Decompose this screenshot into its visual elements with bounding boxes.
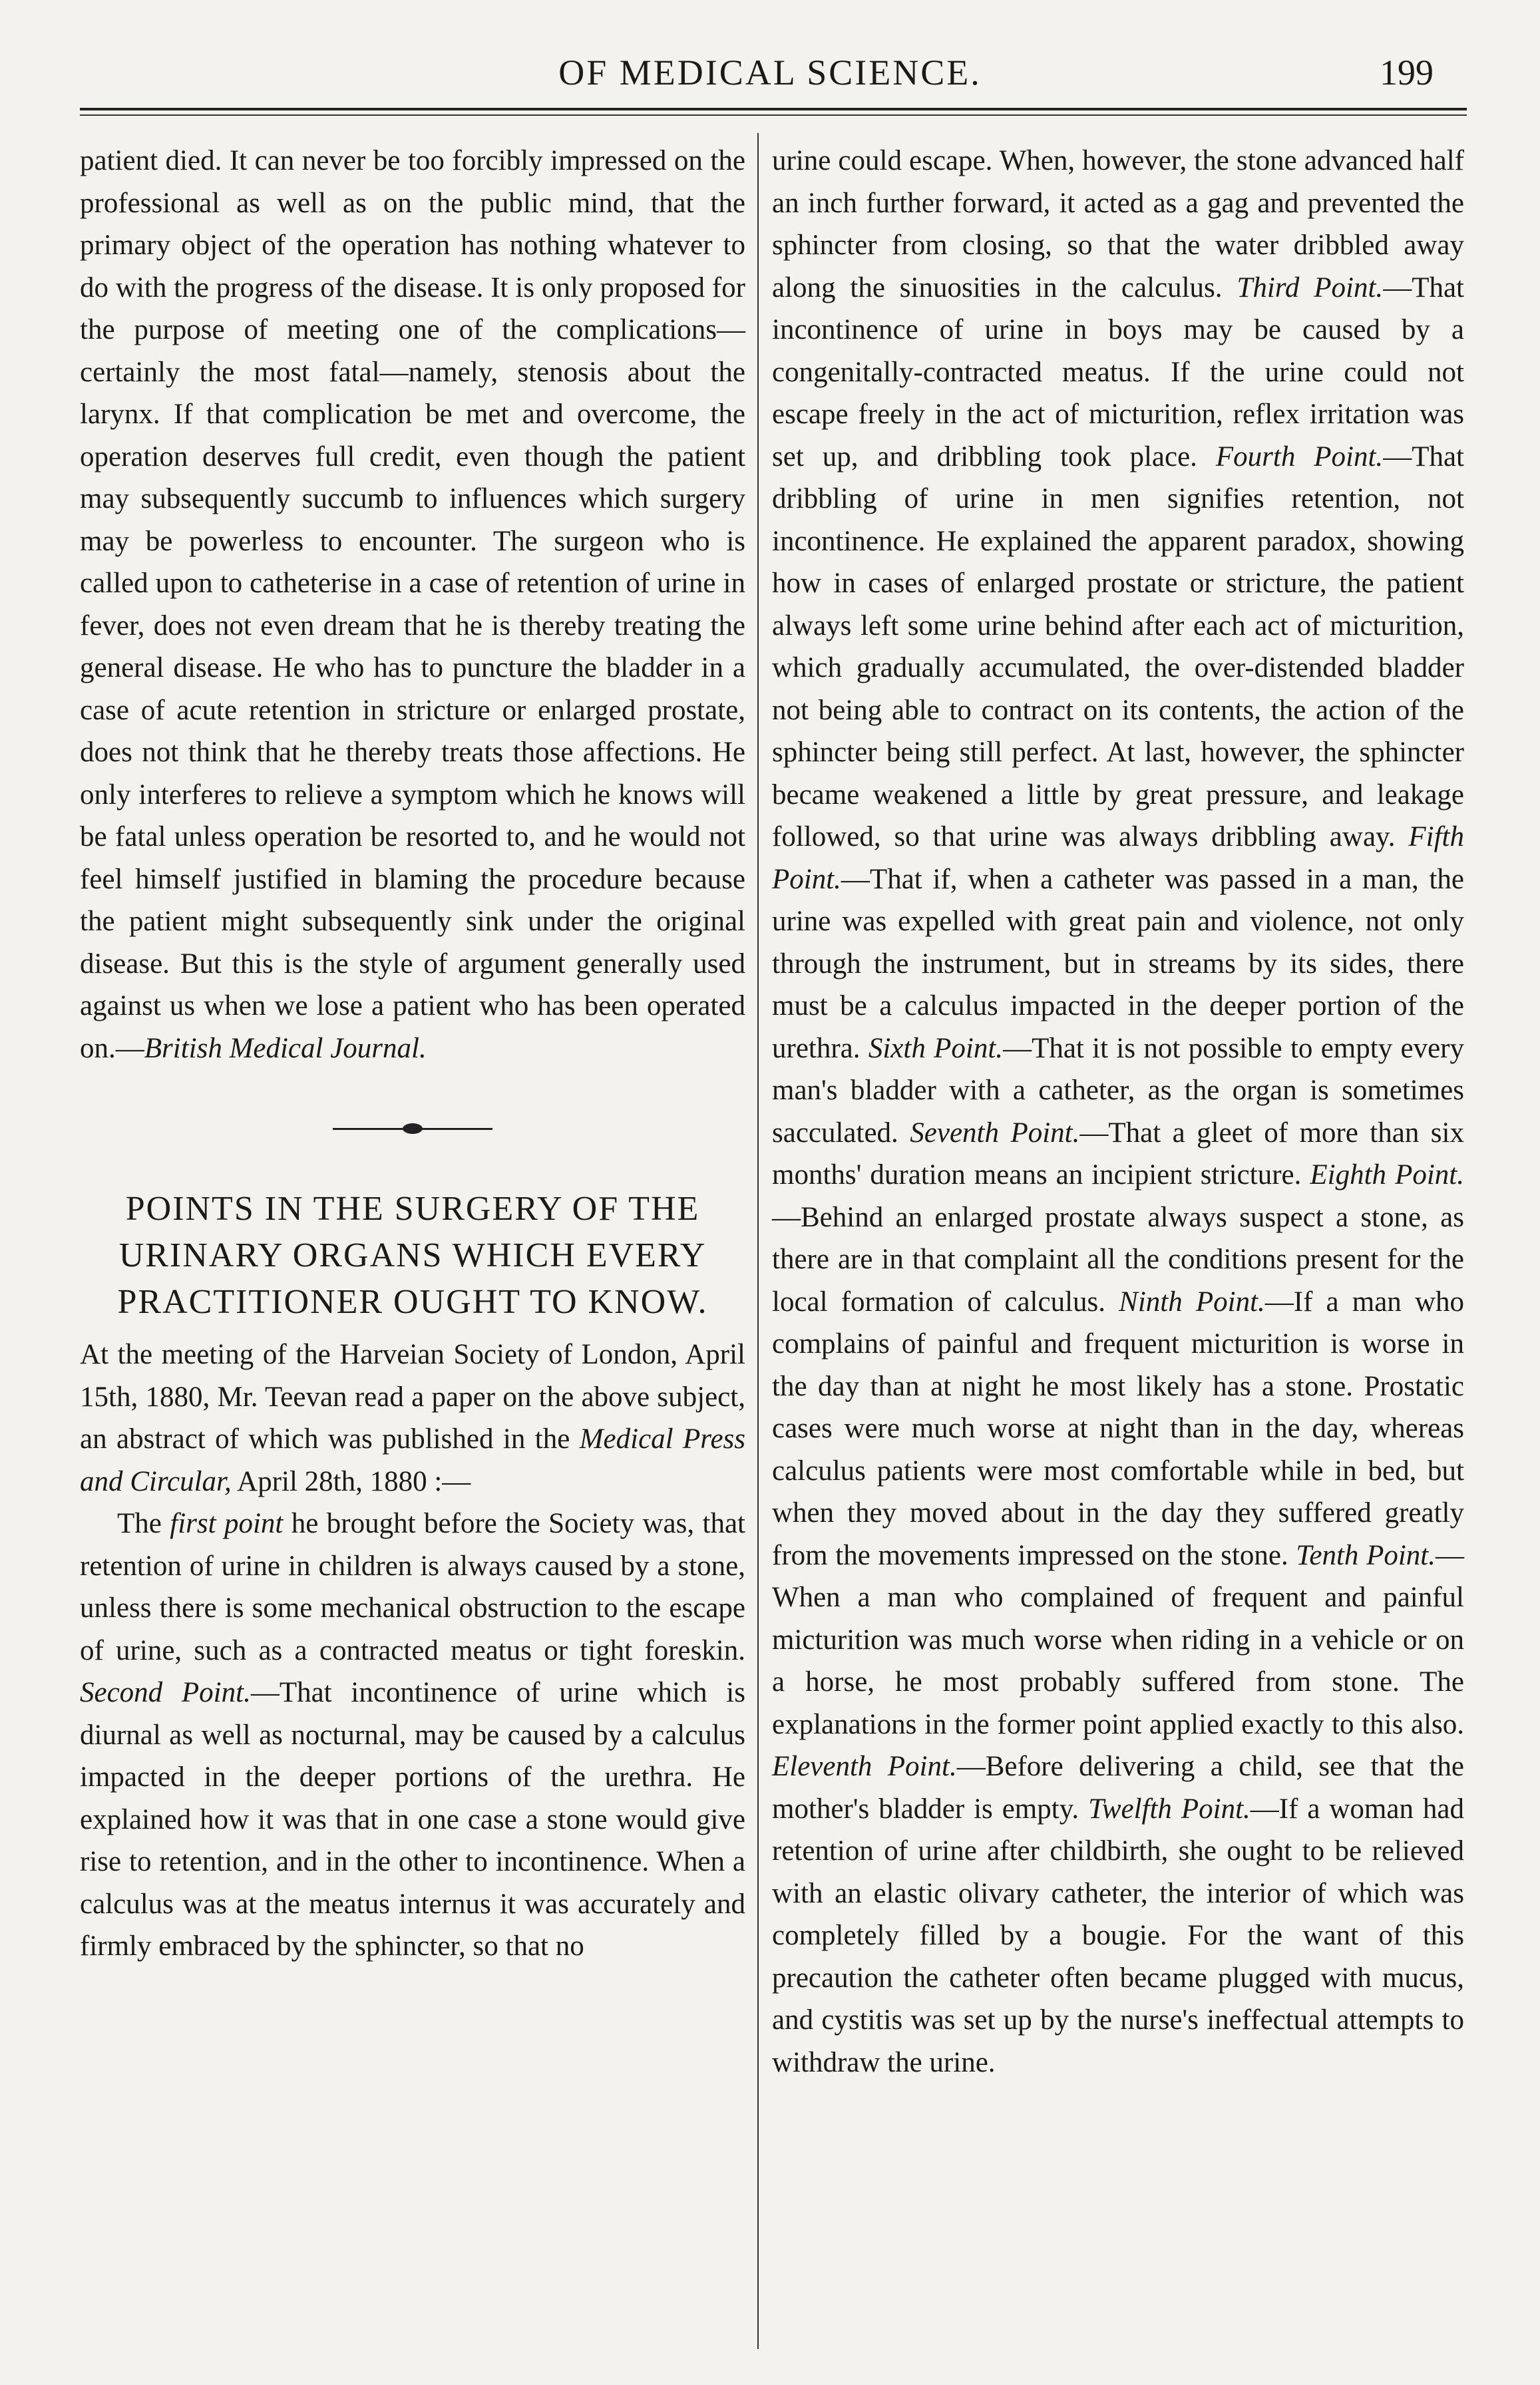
twelfth-point-label: Twelfth Point. [1088,1793,1251,1825]
intro-text-b: April 28th, 1880 :— [231,1465,471,1497]
seventh-point-label: Seventh Point. [910,1117,1080,1149]
right-column [772,140,1464,2084]
section-title-line-3: PRACTITIONER OUGHT TO KNOW. [117,1283,708,1321]
right-text-d: —That if, when a catheter was passed in a man, the urine was expelled with great pain and violence, not only through the instrument, but in streams by its sides, there must be a calculus impacted in the deeper portion of the urethra. [772,863,1464,1064]
section-title-line-2: URINARY ORGANS WHICH EVERY [118,1236,707,1274]
left-column [80,140,745,1968]
right-text-c: —That dribbling of urine in men signifies retention, not incontinence. He explained the apparent paradox, showing how in cases of enlarged prostate or stricture, the patient always left some urine behind after each act of micturition, which gradually accumulated, the over-distended bladder not being able to contract on its contents, the action of the sphincter being still perfect. At last, however, the sphincter became weakened a little by great pressure, and leakage followed, so that urine was always dribbling away. [772,441,1464,852]
right-text-k: —If a woman had retention of urine after childbirth, she ought to be relieved with an elastic olivary catheter, the interior of which was completely filled by a bougie. For the want of this precaution the catheter often became plugged with mucus, and cystitis was set up by the nurse's ineffectual attempts to withdraw the urine. [772,1793,1464,2078]
p2-text-c: —That incontinence of urine which is diurnal as well as nocturnal, may be caused by a calculus impacted in the deeper portions of the urethra. He explained how it was that in one case a stone would give rise to retention, and in the other to incontinence. When a calculus was at the meatus internus it was accurately and firmly embraced by the sphincter, so that no [80,1677,745,1962]
right-text-e: —That it is not possible to empty every man's bladder with a catheter, as the organ is sometimes sacculated. [772,1032,1465,1149]
third-point-label: Third Point. [1237,272,1384,303]
first-point-paragraph [80,1503,745,1968]
sixth-point-label: Sixth Point. [868,1032,1004,1064]
header-rule-thin [80,114,1467,116]
section-intro-paragraph [80,1334,745,1503]
intro-journal: Medical Press and Circular, [80,1423,745,1497]
right-column-paragraph [772,140,1464,2084]
article-end-text: patient died. It can never be too forcibly impressed on the professional as well as on the public mind, that the primary object of the operation has nothing whatever to do with the progress of the disease. It is only proposed for the purpose of meeting one of the complications—certainly the most fatal—namely, stenosis about the larynx. If that complication be met and overcome, the operation deserves full credit, even though the patient may subsequently succumb to influences which surgery may be powerless to encounter. The surgeon who is called upon to catheterise in a case of retention of urine in fever, does not even dream that he is thereby treating the general disease. He who has to puncture the bladder in a case of acute retention in stricture or enlarged prostate, does not think that he thereby treats those affections. He only interferes to relieve a symptom which he knows will be fatal unless operation be resorted to, and he would not feel himself justified in blaming the procedure because the patient might subsequently sink under the original disease. But this is the style of argument generally used against us when we lose a patient who has been operated on.— [80,145,745,1064]
section-title [80,1186,745,1326]
right-text-f: —That a gleet of more than six months' duration means an incipient stricture. [772,1117,1464,1191]
section-divider [333,1128,492,1130]
first-point-label: first point [170,1508,284,1539]
right-text-b: —That incontinence of urine in boys may be caused by a congenitally-contracted meatus. If the urine could not escape freely in the act of micturition, reflex irritation was set up, and dribbling took place. [772,272,1464,472]
section-title-line-1: POINTS IN THE SURGERY OF THE [125,1190,700,1228]
right-text-h: —If a man who complains of painful and frequent micturition is worse in the day than at night he most likely has a stone. Prostatic cases were much worse at night than in the day, whereas calculus patients were most comfortable while in bed, but when they moved about in the day they suffered greatly from the movements impressed on the stone. [772,1286,1464,1571]
running-title: OF MEDICAL SCIENCE. [558,53,982,92]
running-head [73,40,1467,100]
right-text-g: —Behind an enlarged prostate always suspect a stone, as there are in that complaint all the conditions present for the local formation of calculus. [772,1201,1464,1318]
ninth-point-label: Ninth Point. [1119,1286,1265,1318]
header-rule [80,108,1467,110]
intro-text-a: At the meeting of the Harveian Society of London, April 15th, 1880, Mr. Teevan read a paper on the above subject, an abstract of which was published in the [80,1339,745,1455]
article-end-paragraph [80,140,745,1069]
eleventh-point-label: Eleventh Point. [772,1751,957,1782]
right-text-j: —Before delivering a child, see that the mother's bladder is empty. [772,1751,1464,1825]
column-divider [757,133,759,2349]
page-number: 199 [1380,53,1434,92]
tenth-point-label: Tenth Point. [1296,1539,1436,1571]
fourth-point-label: Fourth Point. [1215,441,1384,472]
right-text-a: urine could escape. When, however, the stone advanced half an inch further forward, it acted as a gag and prevented the sphincter from closing, so that the water dribbled away along the sinuosities in the calculus. [772,145,1464,303]
p2-text-b: he brought before the Society was, that retention of urine in children is always caused by a stone, unless there is some mechanical obstruction to the escape of urine, such as a contracted meatus or tight foreskin. [80,1508,745,1666]
eighth-point-label: Eighth Point. [1310,1159,1464,1191]
fifth-point-label: Fifth Point. [772,821,1464,895]
second-point-label: Second Point. [80,1677,251,1708]
p2-text-a: The [117,1508,170,1539]
right-text-i: —When a man who complained of frequent and painful micturition was much worse when riding in a vehicle or on a horse, he most probably suffered from stone. The explanations in the former point applied exactly to this also. [772,1539,1464,1740]
article-source: British Medical Journal. [144,1032,427,1064]
divider-ornament [403,1123,423,1134]
